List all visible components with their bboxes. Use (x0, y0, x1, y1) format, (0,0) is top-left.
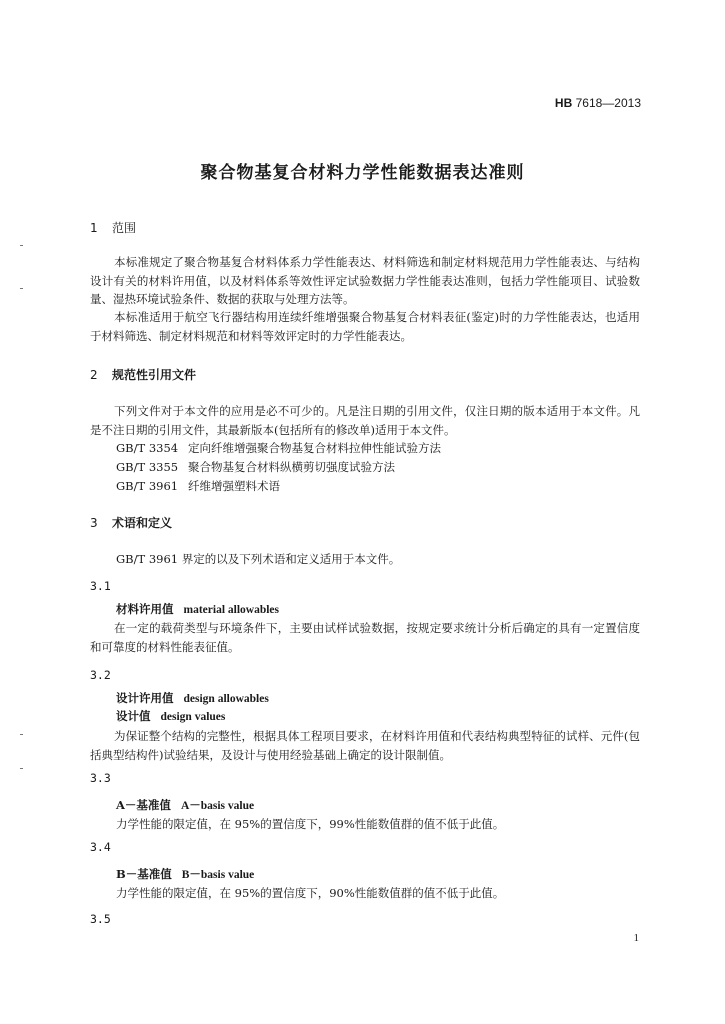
standard-year: 7618—2013 (575, 96, 641, 110)
reference-code: GB/T 3961 (116, 479, 179, 493)
standard-number (555, 96, 641, 110)
term-zh: B－基准值 (116, 867, 172, 881)
section-2-title: 规范性引用文件 (112, 368, 197, 382)
term-en: B－basis value (181, 869, 255, 881)
reference-item (116, 440, 441, 456)
clause-number: 3.1 (90, 579, 111, 593)
term-en: material allowables (183, 604, 279, 616)
margin-mark (20, 768, 23, 769)
reference-title: 聚合物基复合材料纵横剪切强度试验方法 (188, 460, 395, 474)
standard-code: HB (554, 96, 573, 110)
section-2-heading (90, 366, 196, 383)
term-definition: 力学性能的限定值，在 95%的置信度下，90%性能数值群的值不低于此值。 (116, 886, 505, 900)
term-zh: 设计许用值 (116, 691, 174, 705)
clause-number: 3.4 (90, 840, 111, 854)
section-2-number: 2 (90, 368, 98, 382)
term-zh: 材料许用值 (116, 602, 174, 616)
section-1-heading (90, 219, 136, 236)
reference-title: 定向纤维增强聚合物基复合材料拉伸性能试验方法 (188, 441, 441, 455)
term-zh: A－基准值 (116, 798, 171, 812)
section-3-title: 术语和定义 (112, 516, 173, 530)
section-1-title: 范围 (112, 221, 137, 235)
term-name (116, 866, 254, 882)
term-name (116, 708, 225, 724)
terms-intro: GB/T 3961 界定的以及下列术语和定义适用于本文件。 (116, 552, 401, 566)
term-name (116, 797, 254, 813)
term-name (116, 690, 269, 706)
margin-mark (20, 734, 23, 735)
clause-number: 3.5 (90, 912, 111, 926)
margin-mark (20, 245, 23, 246)
page-number: 1 (633, 932, 639, 944)
margin-mark (20, 288, 23, 289)
section-3-number: 3 (90, 516, 98, 530)
scope-paragraph-2: 本标准适用于航空飞行器结构用连续纤维增强聚合物基复合材料表征(鉴定)时的力学性能表达，也适用于材料筛选、制定材料规范和材料等效评定时的力学性能表达。 (90, 310, 640, 343)
document-title: 聚合物基复合材料力学性能数据表达准则 (200, 163, 525, 183)
scope-paragraph-1: 本标准规定了聚合物基复合材料体系力学性能表达、材料筛选和制定材料规范用力学性能表达、与结构设计有关的材料许用值，以及材料体系等效性评定试验数据力学性能表达准则，包括力学性能项目、试验数量、湿热环境试验条件、数据的获取与处理方法等。 (90, 255, 640, 306)
section-1-number: 1 (90, 221, 98, 235)
normative-references-paragraph: 下列文件对于本文件的应用是必不可少的。凡是注日期的引用文件，仅注日期的版本适用于本文件。凡是不注日期的引用文件，其最新版本(包括所有的修改单)适用于本文件。 (90, 404, 640, 437)
reference-item (116, 478, 280, 494)
term-en: A－basis value (180, 800, 255, 812)
clause-number: 3.2 (90, 668, 111, 682)
term-en: design values (160, 711, 226, 723)
reference-item (116, 459, 395, 475)
term-name (116, 601, 279, 617)
reference-code: GB/T 3354 (116, 441, 179, 455)
term-en: design allowables (183, 693, 269, 705)
term-definition: 在一定的载荷类型与环境条件下，主要由试样试验数据，按规定要求统计分析后确定的具有一定置信度和可靠度的材料性能表征值。 (90, 621, 640, 654)
term-definition: 为保证整个结构的完整性，根据具体工程项目要求，在材料许用值和代表结构典型特征的试样、元件(包括典型结构件)试验结果，及设计与使用经验基础上确定的设计限制值。 (90, 729, 640, 762)
term-definition: 力学性能的限定值，在 95%的置信度下，99%性能数值群的值不低于此值。 (116, 817, 505, 831)
reference-code: GB/T 3355 (116, 460, 179, 474)
section-3-heading (90, 514, 172, 531)
clause-number: 3.3 (90, 771, 111, 785)
term-zh: 设计值 (116, 709, 151, 723)
reference-title: 纤维增强塑料术语 (188, 479, 280, 493)
